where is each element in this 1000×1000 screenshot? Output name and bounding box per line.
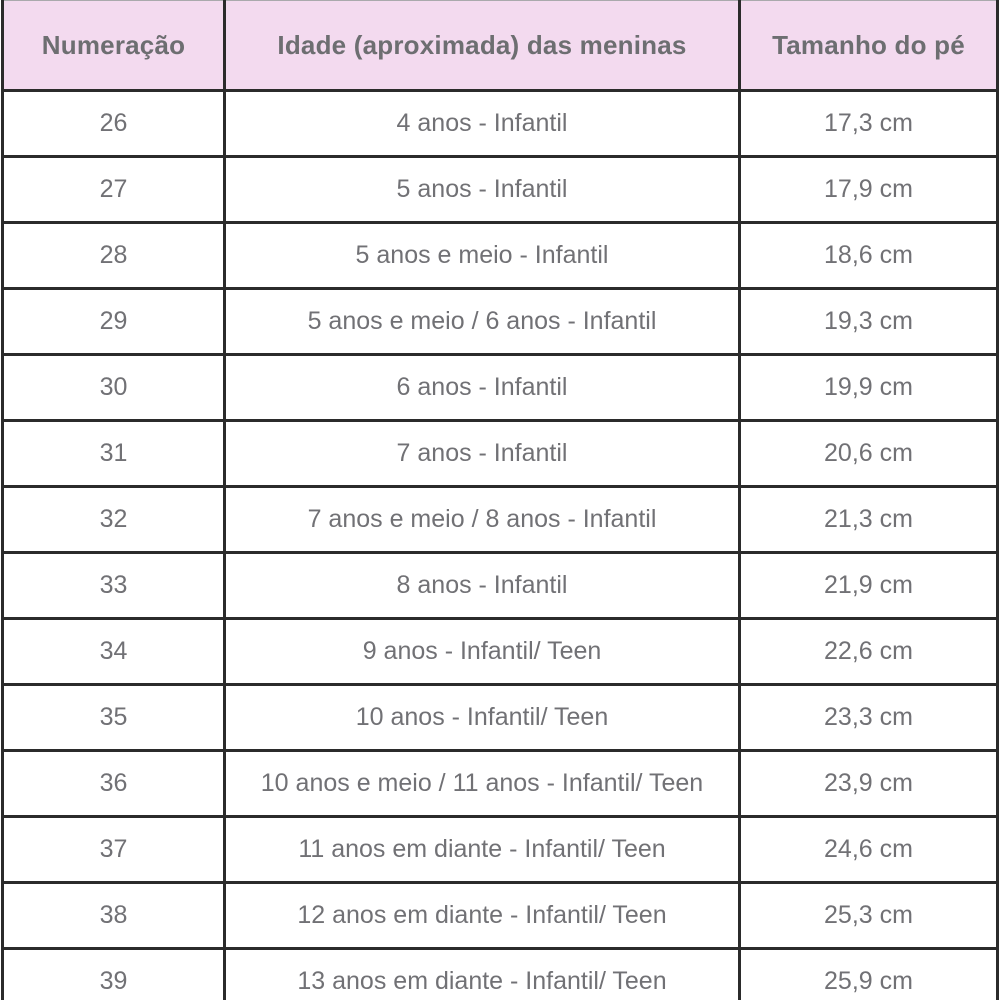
table-row xyxy=(3,751,998,817)
column-header-idade: Idade (aproximada) das meninas xyxy=(225,1,740,91)
cell-age: 6 anos - Infantil xyxy=(225,355,740,421)
cell-size-number: 39 xyxy=(3,949,225,1000)
table-header-row xyxy=(3,1,998,91)
cell-age: 8 anos - Infantil xyxy=(225,553,740,619)
table-row xyxy=(3,883,998,949)
cell-age: 5 anos e meio - Infantil xyxy=(225,223,740,289)
cell-size-number: 26 xyxy=(3,91,225,157)
cell-foot-length: 18,6 cm xyxy=(740,223,998,289)
cell-age: 10 anos e meio / 11 anos - Infantil/ Teen xyxy=(225,751,740,817)
column-header-tamanho-pe: Tamanho do pé xyxy=(740,1,998,91)
cell-age: 5 anos e meio / 6 anos - Infantil xyxy=(225,289,740,355)
cell-foot-length: 23,9 cm xyxy=(740,751,998,817)
cell-age: 7 anos e meio / 8 anos - Infantil xyxy=(225,487,740,553)
cell-age: 9 anos - Infantil/ Teen xyxy=(225,619,740,685)
table-row xyxy=(3,487,998,553)
cell-foot-length: 25,3 cm xyxy=(740,883,998,949)
cell-age: 10 anos - Infantil/ Teen xyxy=(225,685,740,751)
cell-foot-length: 23,3 cm xyxy=(740,685,998,751)
cell-foot-length: 21,9 cm xyxy=(740,553,998,619)
cell-size-number: 36 xyxy=(3,751,225,817)
cell-size-number: 35 xyxy=(3,685,225,751)
cell-size-number: 33 xyxy=(3,553,225,619)
cell-age: 7 anos - Infantil xyxy=(225,421,740,487)
table-row xyxy=(3,355,998,421)
table-row xyxy=(3,949,998,1000)
cell-size-number: 37 xyxy=(3,817,225,883)
cell-age: 4 anos - Infantil xyxy=(225,91,740,157)
cell-size-number: 28 xyxy=(3,223,225,289)
table-row xyxy=(3,685,998,751)
cell-foot-length: 24,6 cm xyxy=(740,817,998,883)
table-row xyxy=(3,421,998,487)
cell-size-number: 29 xyxy=(3,289,225,355)
table-row xyxy=(3,817,998,883)
cell-size-number: 34 xyxy=(3,619,225,685)
cell-size-number: 31 xyxy=(3,421,225,487)
cell-age: 12 anos em diante - Infantil/ Teen xyxy=(225,883,740,949)
column-header-numeracao: Numeração xyxy=(3,1,225,91)
cell-foot-length: 22,6 cm xyxy=(740,619,998,685)
table-row xyxy=(3,157,998,223)
cell-foot-length: 20,6 cm xyxy=(740,421,998,487)
cell-foot-length: 25,9 cm xyxy=(740,949,998,1000)
cell-size-number: 27 xyxy=(3,157,225,223)
table-row xyxy=(3,619,998,685)
table-row xyxy=(3,223,998,289)
cell-age: 5 anos - Infantil xyxy=(225,157,740,223)
cell-foot-length: 19,9 cm xyxy=(740,355,998,421)
shoe-size-table xyxy=(1,0,999,1000)
table-row xyxy=(3,553,998,619)
cell-size-number: 38 xyxy=(3,883,225,949)
cell-age: 11 anos em diante - Infantil/ Teen xyxy=(225,817,740,883)
cell-age: 13 anos em diante - Infantil/ Teen xyxy=(225,949,740,1000)
cell-foot-length: 21,3 cm xyxy=(740,487,998,553)
cell-foot-length: 17,3 cm xyxy=(740,91,998,157)
table-row xyxy=(3,289,998,355)
cell-foot-length: 19,3 cm xyxy=(740,289,998,355)
cell-size-number: 30 xyxy=(3,355,225,421)
cell-size-number: 32 xyxy=(3,487,225,553)
cell-foot-length: 17,9 cm xyxy=(740,157,998,223)
table-row xyxy=(3,91,998,157)
